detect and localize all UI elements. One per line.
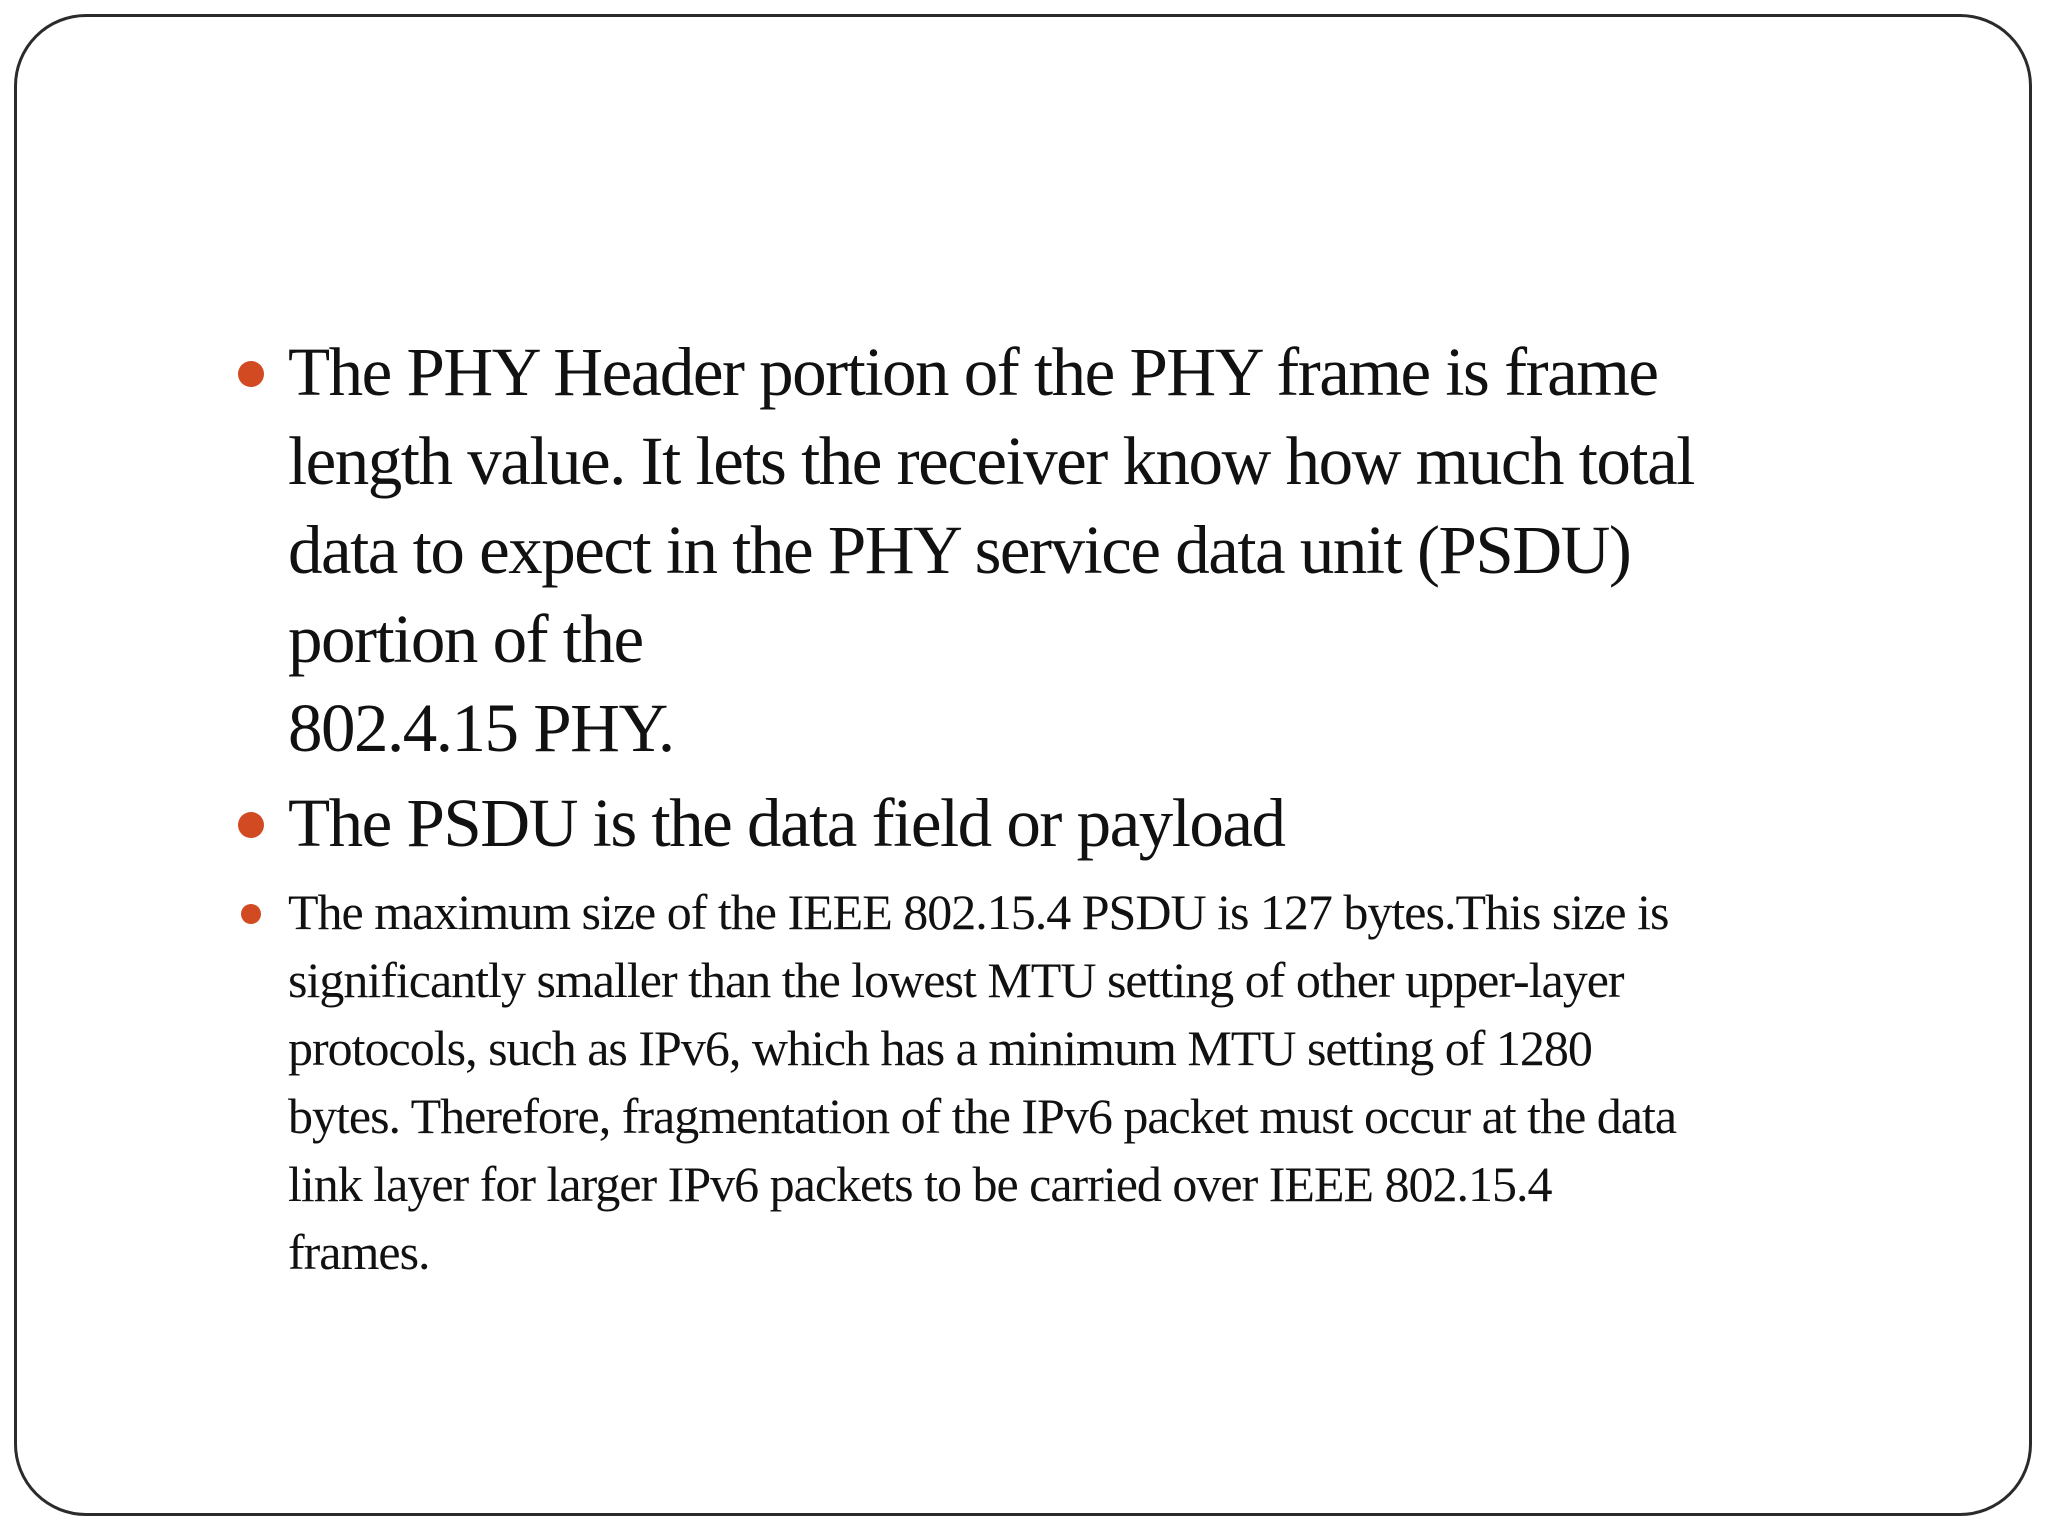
bullet-text-line: data to expect in the PHY service data unit (PSDU) [288, 512, 1631, 588]
bullet-text-line: The maximum size of the IEEE 802.15.4 PSDU is 127 bytes.This size is [288, 884, 1669, 940]
bullet-text-line: significantly smaller than the lowest MTU setting of other upper-layer [288, 952, 1624, 1008]
slide-content [238, 328, 1878, 1286]
bullet-phy-header [238, 328, 1878, 773]
bullet-text-line: 802.4.15 PHY. [288, 690, 674, 766]
bullet-text-line: The PHY Header portion of the PHY frame is frame [288, 334, 1658, 410]
bullet-dot-icon [238, 812, 264, 838]
bullet-text-line: bytes. Therefore, fragmentation of the IPv6 packet must occur at the data [288, 1088, 1677, 1144]
bullet-psdu-max-size [238, 878, 1878, 1286]
bullet-text-line: link layer for larger IPv6 packets to be carried over IEEE 802.15.4 [288, 1156, 1552, 1212]
bullet-dot-icon [241, 904, 261, 924]
bullet-psdu-payload [238, 779, 1878, 868]
bullet-text-line: protocols, such as IPv6, which has a minimum MTU setting of 1280 [288, 1020, 1592, 1076]
bullet-text-line: The PSDU is the data field or payload [288, 785, 1285, 861]
bullet-text-line: length value. It lets the receiver know how much total [288, 423, 1694, 499]
bullet-text-line: frames. [288, 1224, 430, 1280]
bullet-text-line: portion of the [288, 601, 643, 677]
bullet-dot-icon [238, 361, 264, 387]
